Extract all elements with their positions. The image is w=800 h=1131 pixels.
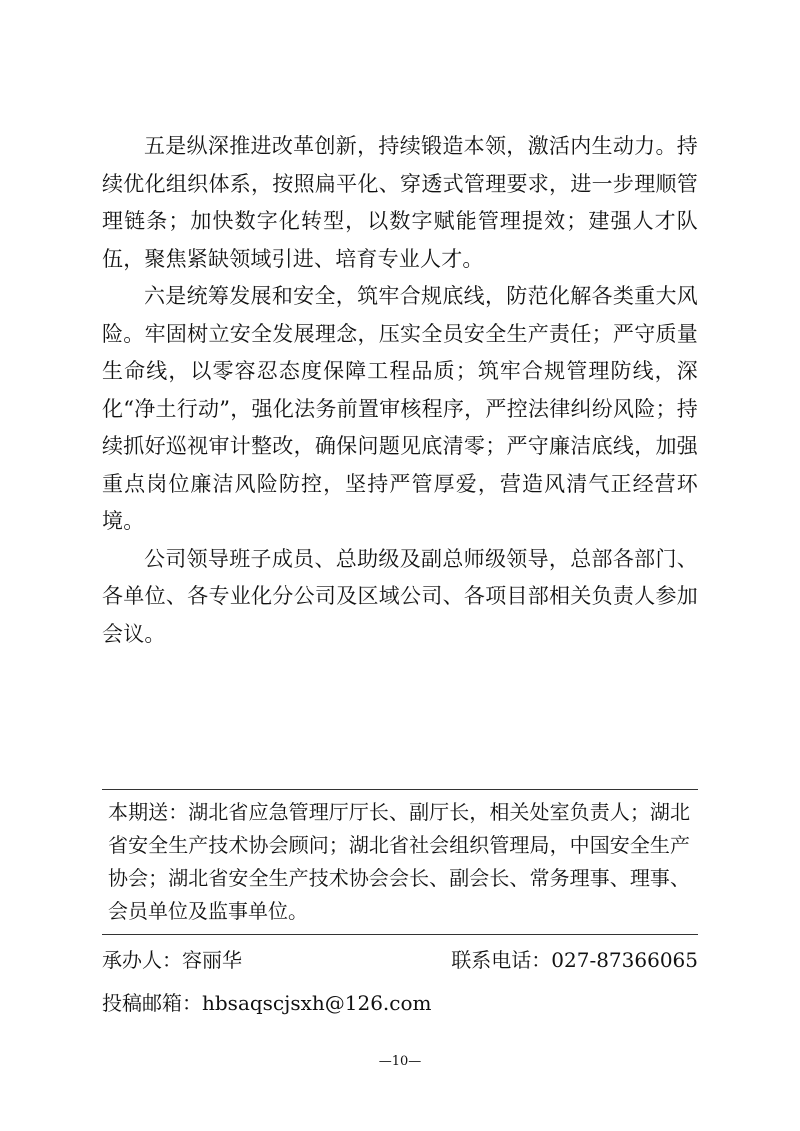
handler-label: 承办人：容丽华 xyxy=(102,948,242,972)
paragraph-reform: 五是纵深推进改革创新，持续锻造本领，激活内生动力。持续优化组织体系，按照扁平化、穿透式管理要求，进一步理顺管理链条；加快数字化转型，以数字赋能管理提效；建强人才队伍，聚焦紧缺领域引进、培育专业人才。 xyxy=(102,134,698,271)
footer-block xyxy=(102,789,698,1018)
distribution-list: 本期送：湖北省应急管理厅厅长、副厅长，相关处室负责人；湖北省安全生产技术协会顾问；湖北省社会组织管理局，中国安全生产协会；湖北省安全生产技术协会会长、副会长、常务理事、理事、会员单位及监事单位。 xyxy=(108,800,690,923)
body-text xyxy=(102,128,698,653)
footer-middle-rule xyxy=(102,934,698,935)
email-label: 投稿邮箱：hbsaqscjsxh@126.com xyxy=(102,991,432,1015)
contact-row xyxy=(102,945,698,975)
page-number: —10— xyxy=(378,1054,422,1069)
paragraph-safety: 六是统筹发展和安全，筑牢合规底线，防范化解各类重大风险。牢固树立安全发展理念，压实全员安全生产责任；严守质量生命线，以零容忍态度保障工程品质；筑牢合规管理防线，深化“净土行动”，强化法务前置审核程序，严控法律纠纷风险；持续抓好巡视审计整改，确保问题见底清零；严守廉洁底线，加强重点岗位廉洁风险防控，坚持严管厚爱，营造风清气正经营环境。 xyxy=(102,284,698,533)
phone-label: 联系电话：027-87366065 xyxy=(451,948,698,972)
paragraph-attendees: 公司领导班子成员、总助级及副总师级领导，总部各部门、各单位、各专业化分公司及区域公司、各项目部相关负责人参加会议。 xyxy=(102,546,698,646)
